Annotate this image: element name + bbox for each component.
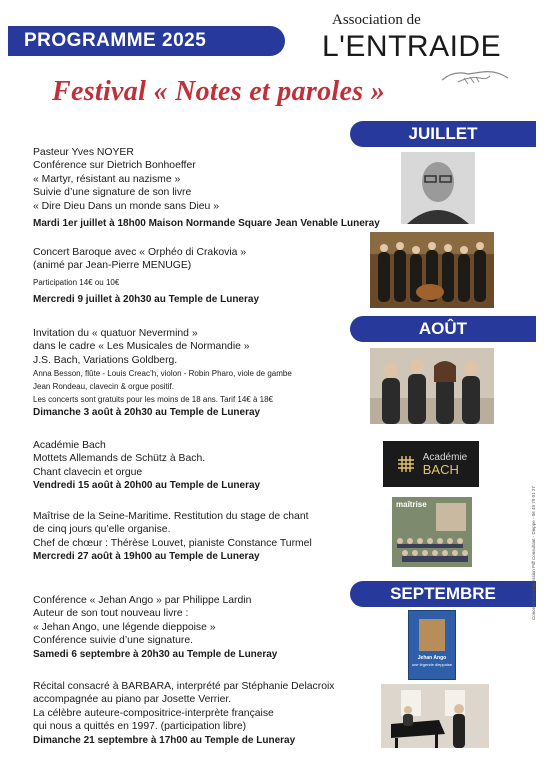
maitrise-label: maîtrise: [396, 500, 427, 509]
event-line: Chef de chœur : Thérèse Louvet, pianiste Constance Turmel: [33, 537, 312, 549]
event-line: Académie Bach: [33, 440, 106, 451]
event-line: qui nous a quittés en 1997. (participation libre): [33, 721, 247, 733]
event-line: Invitation du « quatuor Nevermind »: [33, 328, 198, 339]
event-academie-bach: [33, 439, 260, 493]
bach-label: BACH: [422, 462, 459, 477]
nevermind-quartet-photo: [370, 348, 494, 424]
event-line: dans le cadre « Les Musicales de Normandie »: [33, 341, 250, 353]
event-line: de cinq jours qu’elle organise.: [33, 524, 171, 536]
event-date: Dimanche 21 septembre à 17h00 au Temple de Luneray: [33, 734, 296, 746]
event-line: (animé par Jean-Pierre MENUGE): [33, 260, 192, 272]
festival-title: Festival « Notes et paroles »: [52, 76, 385, 107]
event-note: Les concerts sont gratuits pour les moins de 18 ans. Tarif 14€ à 18€: [33, 395, 273, 405]
jehan-ango-book-cover: [408, 610, 456, 680]
event-line: Conférence suivie d’une signature.: [33, 635, 193, 647]
event-line: Conférence sur Dietrich Bonhoeffer: [33, 160, 196, 172]
maitrise-photo: [392, 497, 472, 567]
event-date: Mercredi 9 juillet à 20h30 au Temple de Luneray: [33, 293, 260, 305]
association-name: L'ENTRAIDE: [322, 30, 502, 63]
event-line: Concert Baroque avec « Orphéo di Crakovia »: [33, 247, 247, 258]
event-date: Samedi 6 septembre à 20h30 au Temple de Luneray: [33, 648, 278, 660]
month-septembre: SEPTEMBRE: [350, 581, 536, 607]
academie-bach-logo: [383, 441, 479, 487]
event-line: Suivie d’une signature de son livre: [33, 187, 192, 199]
event-maitrise: [33, 510, 312, 564]
event-note: Participation 14€ ou 10€: [33, 277, 120, 287]
event-line: Récital consacré à BARBARA, interprété par Stéphanie Delacroix: [33, 681, 335, 692]
event-line: « Martyr, résistant au nazisme »: [33, 173, 181, 185]
printer-credit: Conception et impression Pdf Consultant - Dieppe - 06 49 79 01 27: [531, 486, 536, 620]
orpheo-ensemble-photo: [370, 232, 494, 308]
book-subtitle: une légende dieppoise: [411, 662, 453, 667]
event-barbara: [33, 680, 334, 747]
event-note: Jean Rondeau, clavecin & orgue positif.: [33, 382, 174, 392]
event-line: Chant clavecin et orgue: [33, 466, 143, 478]
event-line: J.S. Bach, Variations Goldberg.: [33, 354, 178, 366]
programme-banner: PROGRAMME 2025: [8, 26, 285, 56]
barbara-recital-photo: [381, 684, 489, 748]
academie-label: Académie: [422, 452, 468, 463]
event-line: « Dire Dieu Dans un monde sans Dieu »: [33, 200, 219, 212]
event-line: Maîtrise de la Seine-Maritime. Restitution du stage de chant: [33, 511, 309, 522]
event-line: Conférence « Jehan Ango » par Philippe Lardin: [33, 595, 252, 606]
event-baroque: [33, 246, 259, 306]
bonhoeffer-portrait: [401, 152, 475, 224]
event-date: Mardi 1er juillet à 18h00 Maison Normande Square Jean Venable Luneray: [33, 218, 380, 230]
event-line: La célèbre auteure-compositrice-interprète française: [33, 707, 274, 719]
event-nevermind: [33, 327, 292, 420]
event-line: « Jehan Ango, une légende dieppoise »: [33, 621, 216, 633]
handshake-icon: [440, 66, 510, 88]
event-date: Dimanche 3 août à 20h30 au Temple de Luneray: [33, 407, 261, 419]
event-line: Mottets Allemands de Schütz à Bach.: [33, 453, 206, 465]
month-juillet: JUILLET: [350, 121, 536, 147]
event-jehan-ango: [33, 594, 277, 661]
event-bonhoeffer: [33, 146, 380, 230]
association-label: Association de: [332, 12, 421, 28]
event-note: Anna Besson, flûte - Louis Creac’h, violon - Robin Pharo, viole de gambe: [33, 369, 292, 379]
month-aout: AOÛT: [350, 316, 536, 342]
event-line: accompagnée au piano par Josette Verrier.: [33, 694, 232, 706]
event-line: Pasteur Yves NOYER: [33, 147, 134, 158]
event-date: Vendredi 15 août à 20h00 au Temple de Luneray: [33, 480, 261, 492]
knot-icon: [395, 453, 417, 475]
event-date: Mercredi 27 août à 19h00 au Temple de Luneray: [33, 551, 260, 563]
book-title: Jehan Ango: [417, 655, 447, 661]
event-line: Auteur de son tout nouveau livre :: [33, 608, 189, 620]
